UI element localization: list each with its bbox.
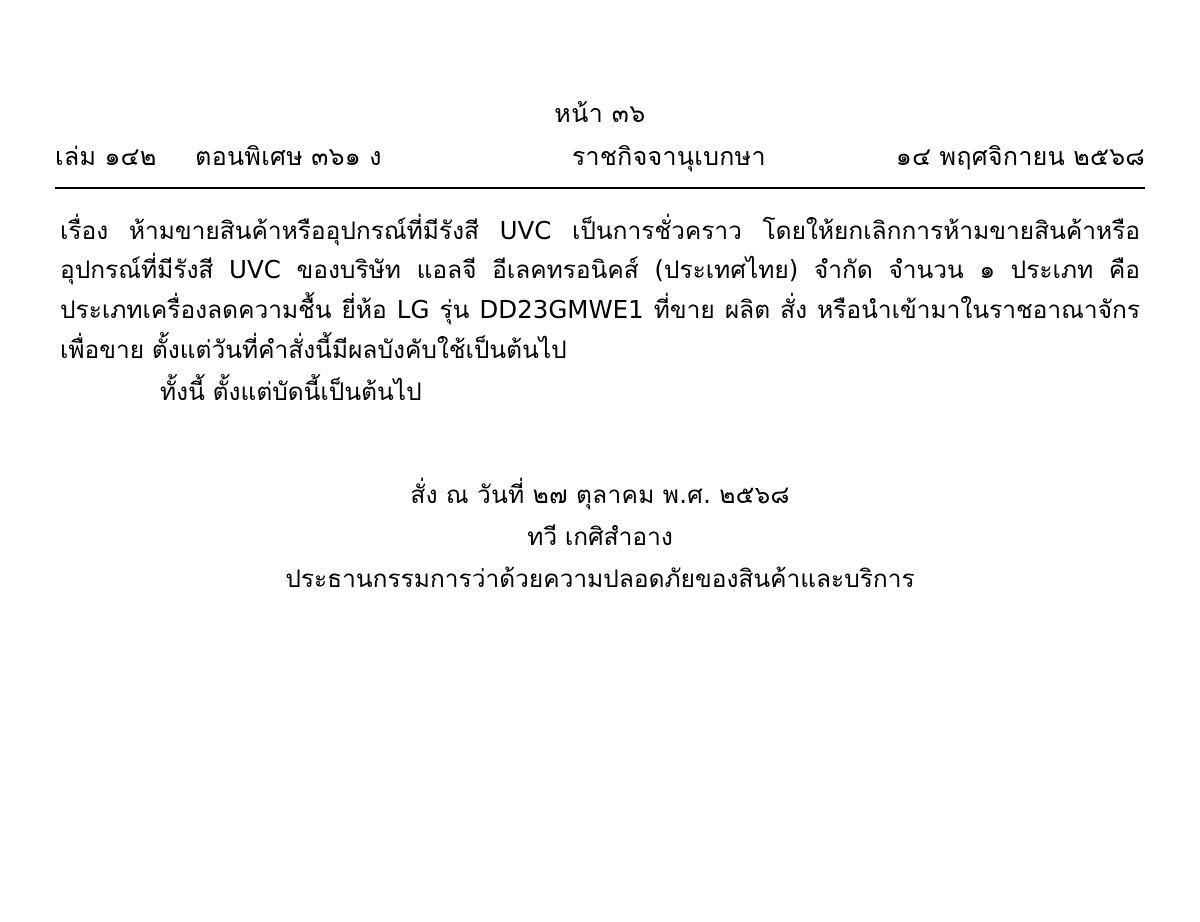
signature-title: ประธานกรรมการว่าด้วยความปลอดภัยของสินค้าและบริการ — [285, 563, 915, 593]
header-date: ๑๔ พฤศจิกายน ๒๕๖๘ — [895, 141, 1145, 171]
body-paragraph-2: ทั้งนี้ ตั้งแต่บัดนี้เป็นต้นไป — [160, 376, 422, 406]
header-gazette-name: ราชกิจจานุเบกษา — [571, 141, 766, 171]
header-divider — [55, 187, 1145, 189]
gazette-header — [0, 137, 1200, 177]
header-volume: เล่ม ๑๔๒ — [55, 141, 157, 171]
header-volume-section — [55, 137, 382, 177]
page-number: หน้า ๓๖ — [554, 99, 646, 128]
signature-date: สั่ง ณ วันที่ ๒๗ ตุลาคม พ.ศ. ๒๕๖๘ — [410, 480, 790, 510]
signature-name: ทวี เกศิสำอาง — [527, 521, 673, 551]
document-body — [60, 211, 1140, 411]
body-paragraph-1: เรื่อง ห้ามขายสินค้าหรืออุปกรณ์ที่มีรังสี UVC เป็นการชั่วคราว โดยให้ยกเลิกการห้ามขายสินค้าหรืออุปกรณ์ที่มีรังสี UVC ของบริษัท แอลจี อีเลคทรอนิคส์ (ประเทศไทย) จำกัด จำนวน ๑ ประเภท คือ ประเภทเครื่องลดความชื้น ยี่ห้อ LG รุ่น DD23GMWE1 ที่ขาย ผลิต สั่ง หรือนำเข้ามาในราชอาณาจักรเพื่อขาย ตั้งแต่วันที่คำสั่งนี้มีผลบังคับใช้เป็นต้นไป — [60, 215, 1140, 364]
header-special-section: ตอนพิเศษ ๓๖๑ ง — [195, 141, 382, 171]
signature-block — [0, 475, 1200, 598]
